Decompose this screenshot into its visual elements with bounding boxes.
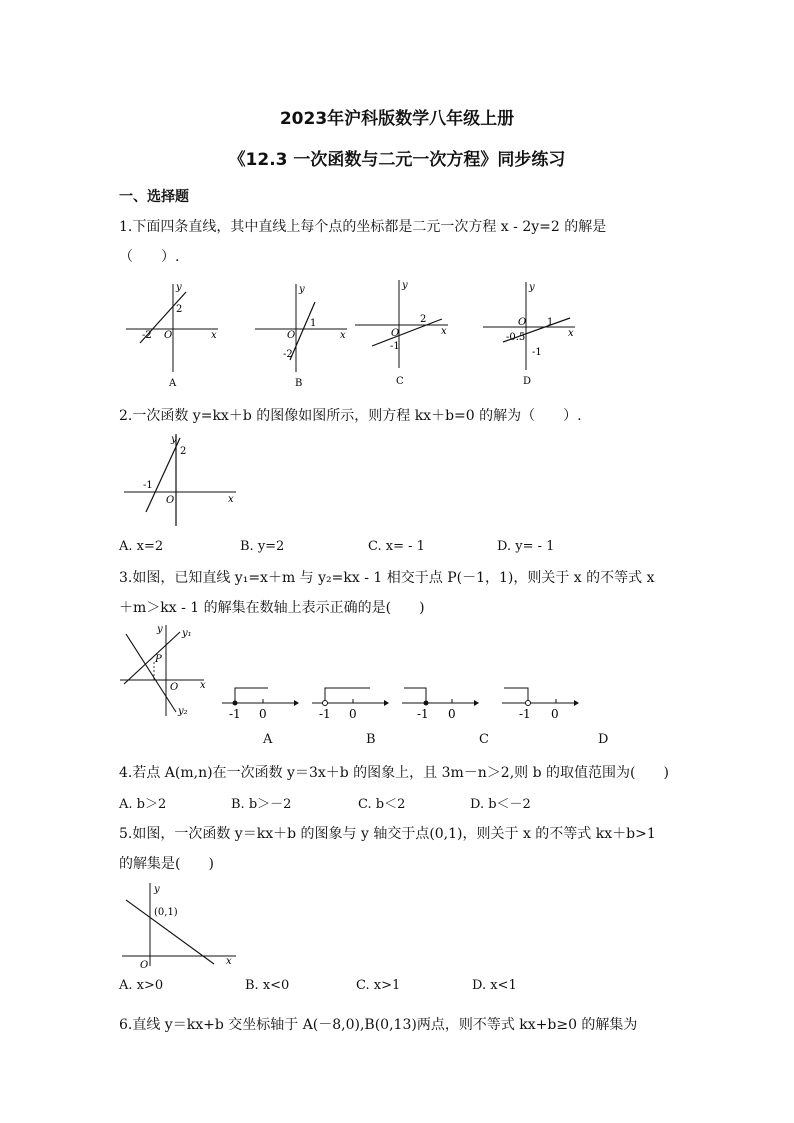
tick-label-0: 0 xyxy=(349,707,357,721)
open-point xyxy=(526,701,531,706)
q3-letter-a: A xyxy=(263,732,273,747)
section-heading: 一、选择题 xyxy=(119,189,189,205)
label-x: x xyxy=(441,326,447,337)
graph-letter: B xyxy=(295,378,303,389)
label-y: y xyxy=(157,624,163,635)
label-origin: O xyxy=(170,682,179,693)
label-origin: O xyxy=(166,495,175,506)
label-p: P xyxy=(155,654,162,665)
label-neg1: -1 xyxy=(532,347,542,358)
label-y: y xyxy=(299,284,305,295)
q3-text-2: ＋m＞kx - 1 的解集在数轴上表示正确的是( ) xyxy=(119,600,425,616)
q5-option-d: D. x<1 xyxy=(472,978,517,993)
label-origin: O xyxy=(287,330,296,341)
q5-option-c: C. x>1 xyxy=(356,978,401,993)
q1-graph-b xyxy=(250,280,355,390)
q6-text: 6.直线 y＝kx+b 交坐标轴于 A(－8,0),B(0,13)两点，则不等式 kx+b≥0 的解集为 xyxy=(119,1017,638,1033)
q5-text-2: 的解集是( ) xyxy=(119,856,214,872)
solution-bracket xyxy=(325,688,370,701)
label-x: x xyxy=(568,328,574,339)
label-origin: O xyxy=(391,328,400,339)
solution-bracket xyxy=(404,688,426,703)
q3-numberline-b xyxy=(310,682,390,722)
q3-numberline-d xyxy=(500,682,580,722)
line-y1 xyxy=(124,632,180,684)
label-x: x xyxy=(200,680,206,691)
q5-text: 5.如图，一次函数 y＝kx＋b 的图象与 y 轴交于点(0,1)，则关于 x 的不等式 kx＋b>1 xyxy=(119,826,656,842)
q2-option-d: D. y= - 1 xyxy=(497,539,555,554)
q2-option-a: A. x=2 xyxy=(119,539,164,554)
label-neg2: -2 xyxy=(283,349,293,360)
q3-graph xyxy=(118,622,210,720)
label-y: y xyxy=(176,282,182,293)
arrow-right-icon xyxy=(384,700,389,706)
label-origin: O xyxy=(164,330,173,341)
label-x: x xyxy=(211,330,217,341)
tick-label-neg1: -1 xyxy=(319,707,331,721)
label-1: 1 xyxy=(310,318,317,329)
label-y2: y₂ xyxy=(178,706,188,717)
label-1: 1 xyxy=(547,317,554,328)
q3-numberline-a xyxy=(220,682,300,722)
label-neg1: -1 xyxy=(390,341,400,352)
label-point: (0,1) xyxy=(154,907,178,918)
q3-letter-b: B xyxy=(366,732,376,747)
q4-option-a: A. b＞2 xyxy=(119,797,167,812)
q2-option-c: C. x= - 1 xyxy=(368,539,425,554)
label-x: x xyxy=(226,956,232,967)
q2-option-b: B. y=2 xyxy=(240,539,285,554)
open-point xyxy=(323,701,328,706)
closed-point xyxy=(424,701,429,706)
q5-option-b: B. x<0 xyxy=(245,978,290,993)
arrow-right-icon xyxy=(294,700,299,706)
label-y: y xyxy=(171,434,177,445)
arrow-right-icon xyxy=(474,700,479,706)
label-y: y xyxy=(154,884,160,895)
solution-bracket xyxy=(504,688,528,701)
q5-option-a: A. x>0 xyxy=(119,978,164,993)
label-x: x xyxy=(228,494,234,505)
q4-option-b: B. b＞－2 xyxy=(231,797,292,812)
arrow-right-icon xyxy=(574,700,579,706)
graph-letter: A xyxy=(169,378,177,389)
tick-label-0: 0 xyxy=(448,707,456,721)
label-neg1: -1 xyxy=(143,480,153,491)
doc-subtitle: 《12.3 一次函数与二元一次方程》同步练习 xyxy=(228,150,566,170)
q5-graph xyxy=(118,880,243,970)
q1-graph-c xyxy=(352,276,457,388)
q1-graph-a xyxy=(118,280,223,390)
label-y: y xyxy=(402,280,408,291)
graph-line xyxy=(146,438,180,512)
label-2: 2 xyxy=(180,446,187,457)
q4-option-c: C. b＜2 xyxy=(358,797,406,812)
label-origin: O xyxy=(140,960,149,970)
label-y: y xyxy=(529,282,535,293)
label-2: 2 xyxy=(176,304,183,315)
graph-letter: C xyxy=(396,376,404,387)
q1-text-2: （ ）. xyxy=(119,249,180,265)
closed-point xyxy=(233,701,238,706)
q2-graph xyxy=(118,430,243,530)
tick-label-neg1: -1 xyxy=(229,707,241,721)
label-y1: y₁ xyxy=(182,628,192,639)
q3-numberline-c xyxy=(400,682,480,722)
tick-label-neg1: -1 xyxy=(519,707,531,721)
label-neg2: -2 xyxy=(142,330,152,341)
doc-title: 2023年沪科版数学八年级上册 xyxy=(279,109,515,129)
tick-label-neg1: -1 xyxy=(417,707,429,721)
graph-letter: D xyxy=(523,376,532,387)
tick-label-0: 0 xyxy=(259,707,267,721)
line-y2 xyxy=(126,634,179,712)
q3-letter-c: C xyxy=(479,732,489,747)
q3-text: 3.如图，已知直线 y₁=x＋m 与 y₂=kx - 1 相交于点 P(－1，1)，则关于 x 的不等式 x xyxy=(119,570,655,586)
label-neg05: -0.5 xyxy=(506,332,526,343)
q1-text: 1.下面四条直线，其中直线上每个点的坐标都是二元一次方程 x - 2y=2 的解是 xyxy=(119,219,607,235)
tick-label-0: 0 xyxy=(551,707,559,721)
label-origin: O xyxy=(518,317,527,328)
q3-letter-d: D xyxy=(598,732,609,747)
label-x: x xyxy=(340,330,346,341)
q1-graph-d xyxy=(478,278,583,388)
q4-text: 4.若点 A(m,n)在一次函数 y＝3x＋b 的图象上，且 3m－n＞2,则 b 的取值范围为( ) xyxy=(119,765,669,781)
q4-option-d: D. b＜－2 xyxy=(470,797,531,812)
graph-line xyxy=(372,319,442,346)
label-2: 2 xyxy=(420,314,427,325)
q2-text: 2.一次函数 y=kx＋b 的图像如图所示，则方程 kx＋b=0 的解为（ ）. xyxy=(119,408,582,424)
